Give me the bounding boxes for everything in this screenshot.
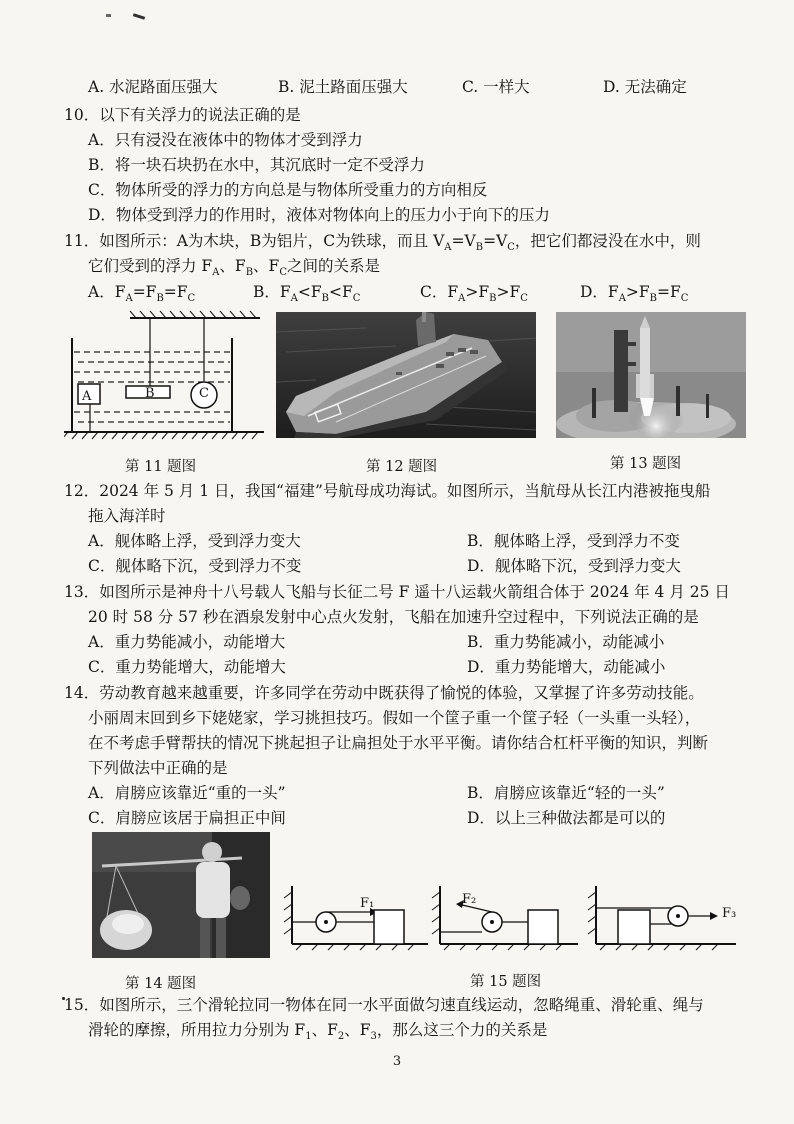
q12-stem-line2: 拖入海洋时 bbox=[88, 507, 166, 525]
q10-option-d: D．物体受到浮力的作用时，液体对物体向上的压力小于向下的压力 bbox=[88, 206, 550, 224]
fig15-label-f1: F₁ bbox=[360, 896, 375, 911]
pulley-setup-1 bbox=[284, 886, 428, 950]
fig13-caption: 第 13 题图 bbox=[610, 456, 682, 472]
fig14-caption: 第 14 题图 bbox=[125, 976, 197, 992]
page-number: 3 bbox=[392, 1054, 402, 1069]
q13-option-a: A．重力势能减小，动能增大 bbox=[88, 633, 286, 651]
q15-stem-line2: 滑轮的摩擦，所用拉力分别为 $F_1$、$F_2$、$F_3$，那么这三个力的关系是 bbox=[88, 1021, 548, 1043]
carrying-pole-photo bbox=[92, 832, 270, 958]
q14-option-c: C．肩膀应该居于扁担正中间 bbox=[88, 809, 286, 827]
rocket-launch-photo bbox=[556, 312, 746, 438]
fig11-label-a: A bbox=[82, 389, 92, 404]
q14-option-a: A．肩膀应该靠近“重的一头” bbox=[88, 784, 286, 802]
q9-option-a: A. 水泥路面压强大 bbox=[88, 78, 218, 96]
q11-option-d: D．$F_A>F_B=F_C$ bbox=[580, 283, 689, 305]
q11-option-a: A．$F_A=F_B=F_C$ bbox=[88, 283, 196, 305]
q15-stem-line1: 15．如图所示，三个滑轮拉同一物体在同一水平面做匀速直线运动，忽略绳重、滑轮重、绳与 bbox=[64, 996, 704, 1014]
q13-option-b: B．重力势能减小，动能减小 bbox=[467, 633, 665, 651]
fig15-label-f3: F₃ bbox=[722, 906, 737, 921]
q11-stem-line1: 11．如图所示：A为木块，B为铝片，C为铁球，而且 $V_A=V_B=V_C$，把它们都浸没在水中，则 bbox=[64, 232, 701, 254]
pulley-setup-2 bbox=[432, 886, 578, 950]
scan-mark bbox=[106, 14, 111, 17]
q12-option-c: C．舰体略下沉，受到浮力不变 bbox=[88, 557, 302, 575]
fig11-label-b: B bbox=[145, 386, 155, 401]
fig11-diagram bbox=[64, 308, 270, 442]
q12-option-b: B．舰体略上浮，受到浮力不变 bbox=[467, 532, 680, 550]
pulley-setup-3 bbox=[588, 886, 736, 950]
q13-stem-line2: 20 时 58 分 57 秒在酒泉发射中心点火发射，飞船在加速升空过程中，下列说法正确的是 bbox=[88, 608, 699, 626]
q14-stem-line1: 14．劳动教育越来越重要，许多同学在劳动中既获得了愉悦的体验，又掌握了许多劳动技能。 bbox=[64, 684, 704, 702]
q11-stem-line2: 它们受到的浮力 $F_A$、$F_B$、$F_C$之间的关系是 bbox=[88, 257, 380, 279]
q14-stem-line2: 小丽周末回到乡下姥姥家，学习挑担技巧。假如一个筐子重一个筐子轻（一头重一头轻）， bbox=[88, 709, 701, 727]
q14-stem-line3: 在不考虑手臂帮扶的情况下挑起担子让扁担处于水平平衡。请你结合杠杆平衡的知识，判断 bbox=[88, 734, 709, 752]
fig12-caption: 第 12 题图 bbox=[366, 459, 438, 475]
q9-option-c: C. 一样大 bbox=[462, 78, 530, 96]
q13-option-d: D．重力势能增大，动能减小 bbox=[467, 658, 666, 676]
q12-stem-line1: 12．2024 年 5 月 1 日，我国“福建”号航母成功海试。如图所示，当航母从长江内港被拖曳船 bbox=[64, 482, 711, 500]
q10-stem: 10．以下有关浮力的说法正确的是 bbox=[64, 106, 301, 124]
q10-option-c: C．物体所受的浮力的方向总是与物体所受重力的方向相反 bbox=[88, 181, 488, 199]
fig15-pulley-diagrams bbox=[278, 880, 738, 952]
scan-mark bbox=[133, 13, 145, 20]
q10-option-b: B．将一块石块扔在水中，其沉底时一定不受浮力 bbox=[88, 156, 425, 174]
q14-option-d: D．以上三种做法都是可以的 bbox=[467, 809, 666, 827]
q13-stem-line1: 13．如图所示是神舟十八号载人飞船与长征二号 F 遥十八运载火箭组合体于 2024 年 4 月 25 日 bbox=[64, 583, 730, 601]
q14-stem-line4: 下列做法中正确的是 bbox=[88, 759, 228, 777]
q14-option-b: B．肩膀应该靠近“轻的一头” bbox=[467, 784, 665, 802]
fig15-caption: 第 15 题图 bbox=[470, 974, 542, 990]
carrier-photo bbox=[276, 312, 536, 438]
q9-option-b: B. 泥土路面压强大 bbox=[278, 78, 408, 96]
fig11-label-c: C bbox=[199, 386, 209, 401]
fig15-label-f2: F₂ bbox=[462, 892, 477, 907]
q12-option-a: A．舰体略上浮，受到浮力变大 bbox=[88, 532, 301, 550]
q11-option-b: B．$F_A<F_B<F_C$ bbox=[253, 283, 361, 305]
fig11-caption: 第 11 题图 bbox=[125, 459, 197, 475]
q9-option-d: D. 无法确定 bbox=[603, 78, 687, 96]
q11-option-c: C．$F_A>F_B>F_C$ bbox=[420, 283, 528, 305]
q12-option-d: D．舰体略下沉，受到浮力变大 bbox=[467, 557, 681, 575]
q13-option-c: C．重力势能增大，动能增大 bbox=[88, 658, 286, 676]
q10-option-a: A．只有浸没在液体中的物体才受到浮力 bbox=[88, 131, 363, 149]
